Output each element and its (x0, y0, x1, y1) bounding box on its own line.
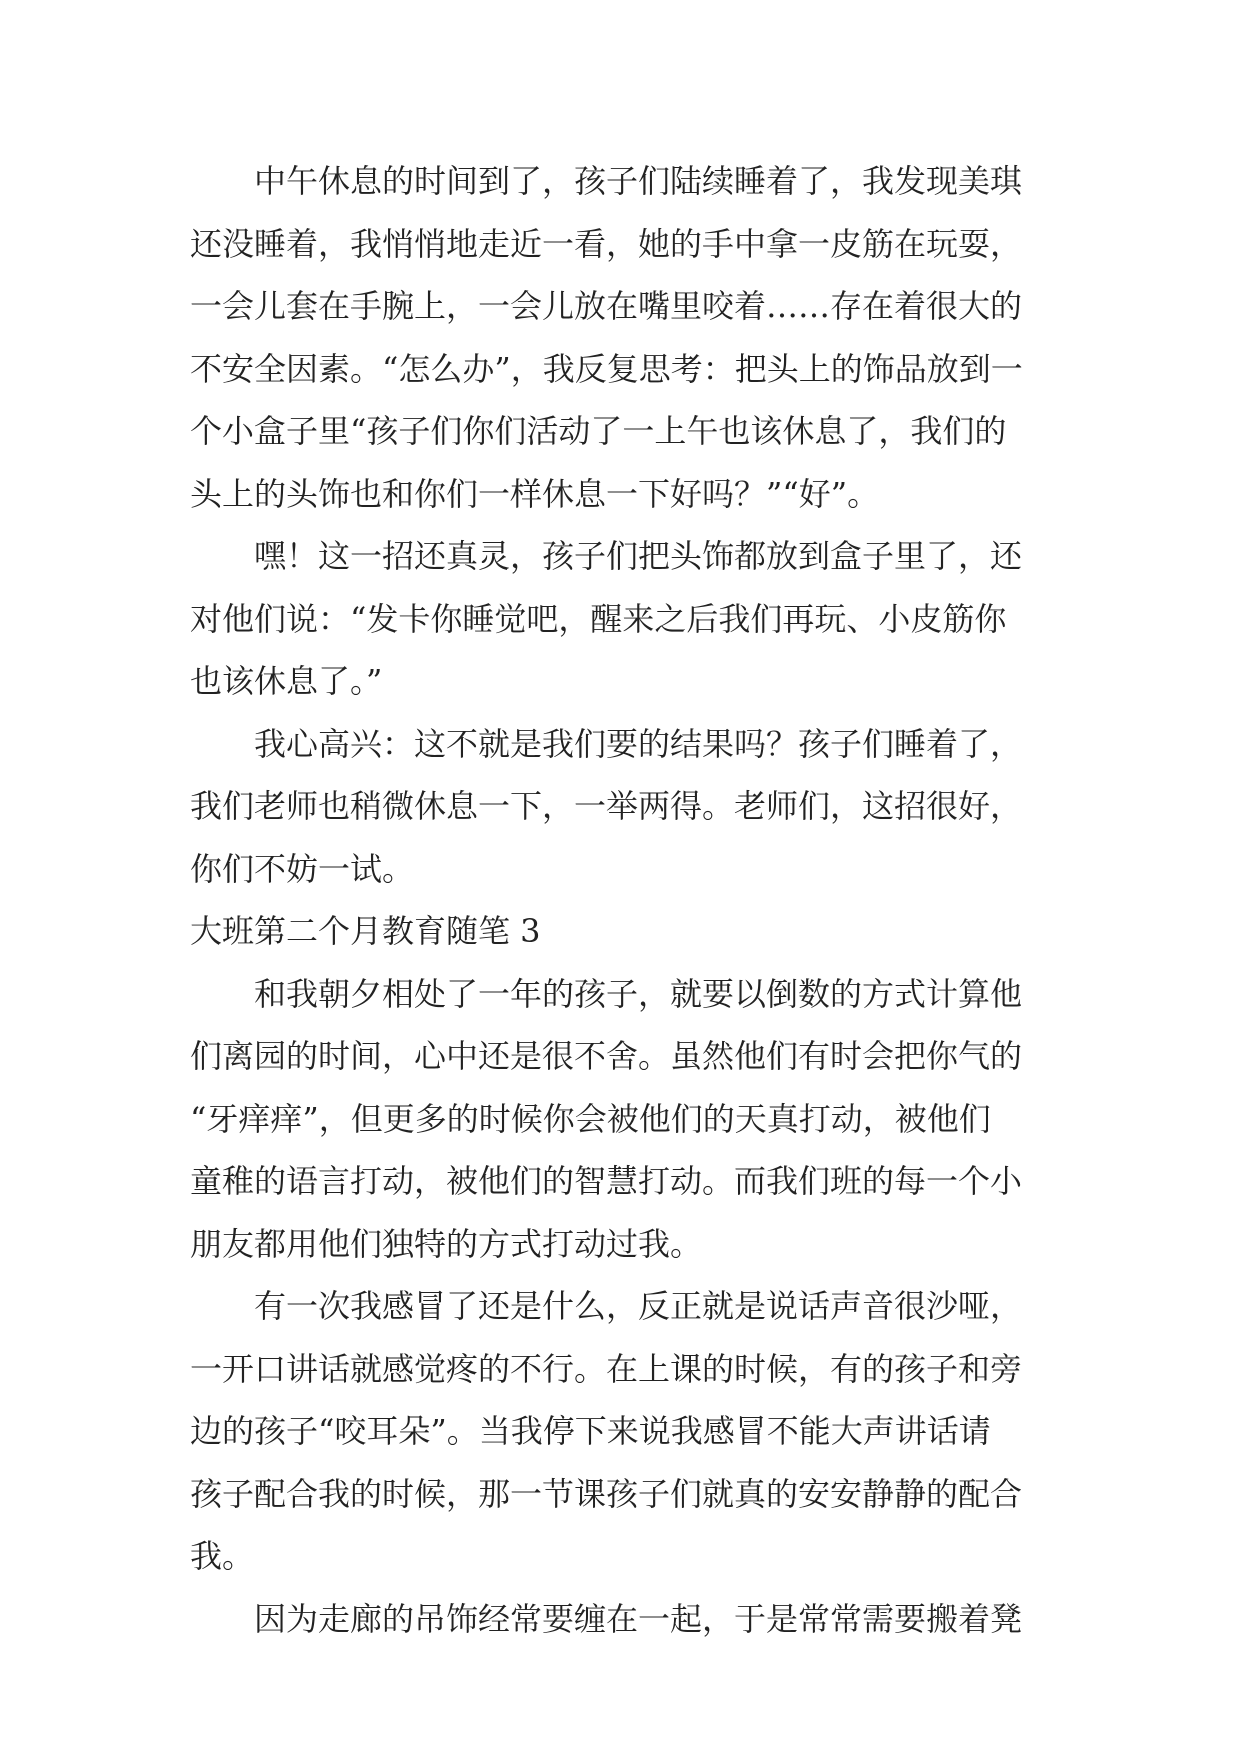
paragraph: 和我朝夕相处了一年的孩子，就要以倒数的方式计算他 们离园的时间，心中还是很不舍。虽然他们有时会把你气的 “牙痒痒”，但更多的时候你会被他们的天真打动，被他们 童稚的语言打动，被他们的智慧打动。而我们班的每一个小 朋友都用他们独特的方式打动过我。 (190, 974, 1023, 1263)
paragraph: 因为走廊的吊饰经常要缠在一起，于是常常需要搬着凳 (254, 1599, 1023, 1638)
document-body (190, 150, 1052, 1650)
paragraph: 我心高兴：这不就是我们要的结果吗？孩子们睡着了， 我们老师也稍微休息一下，一举两得。老师们，这招很好， 你们不妨一试。 (190, 724, 1023, 888)
section-heading: 大班第二个月教育随笔 3 (190, 912, 541, 950)
paragraph: 有一次我感冒了还是什么，反正就是说话声音很沙哑， 一开口讲话就感觉疼的不行。在上课的时候，有的孩子和旁 边的孩子“咬耳朵”。当我停下来说我感冒不能大声讲话请 孩子配合我的时候，那一节课孩子们就真的安安静静的配合 我。 (190, 1287, 1023, 1575)
paragraph: 中午休息的时间到了，孩子们陆续睡着了，我发现美琪 还没睡着，我悄悄地走近一看，她的手中拿一皮筋在玩耍， 一会儿套在手腕上，一会儿放在嘴里咬着……存在着很大的 不安全因素。“怎么办”，我反复思考：把头上的饰品放到一 个小盒子里“孩子们你们活动了一上午也该休息了，我们的 头上的头饰也和你们一样休息一下好吗？”“好”。 (190, 162, 1023, 513)
paragraph: 嘿！这一招还真灵，孩子们把头饰都放到盒子里了，还 对他们说：“发卡你睡觉吧，醒来之后我们再玩、小皮筋你 也该休息了。” (190, 537, 1023, 700)
